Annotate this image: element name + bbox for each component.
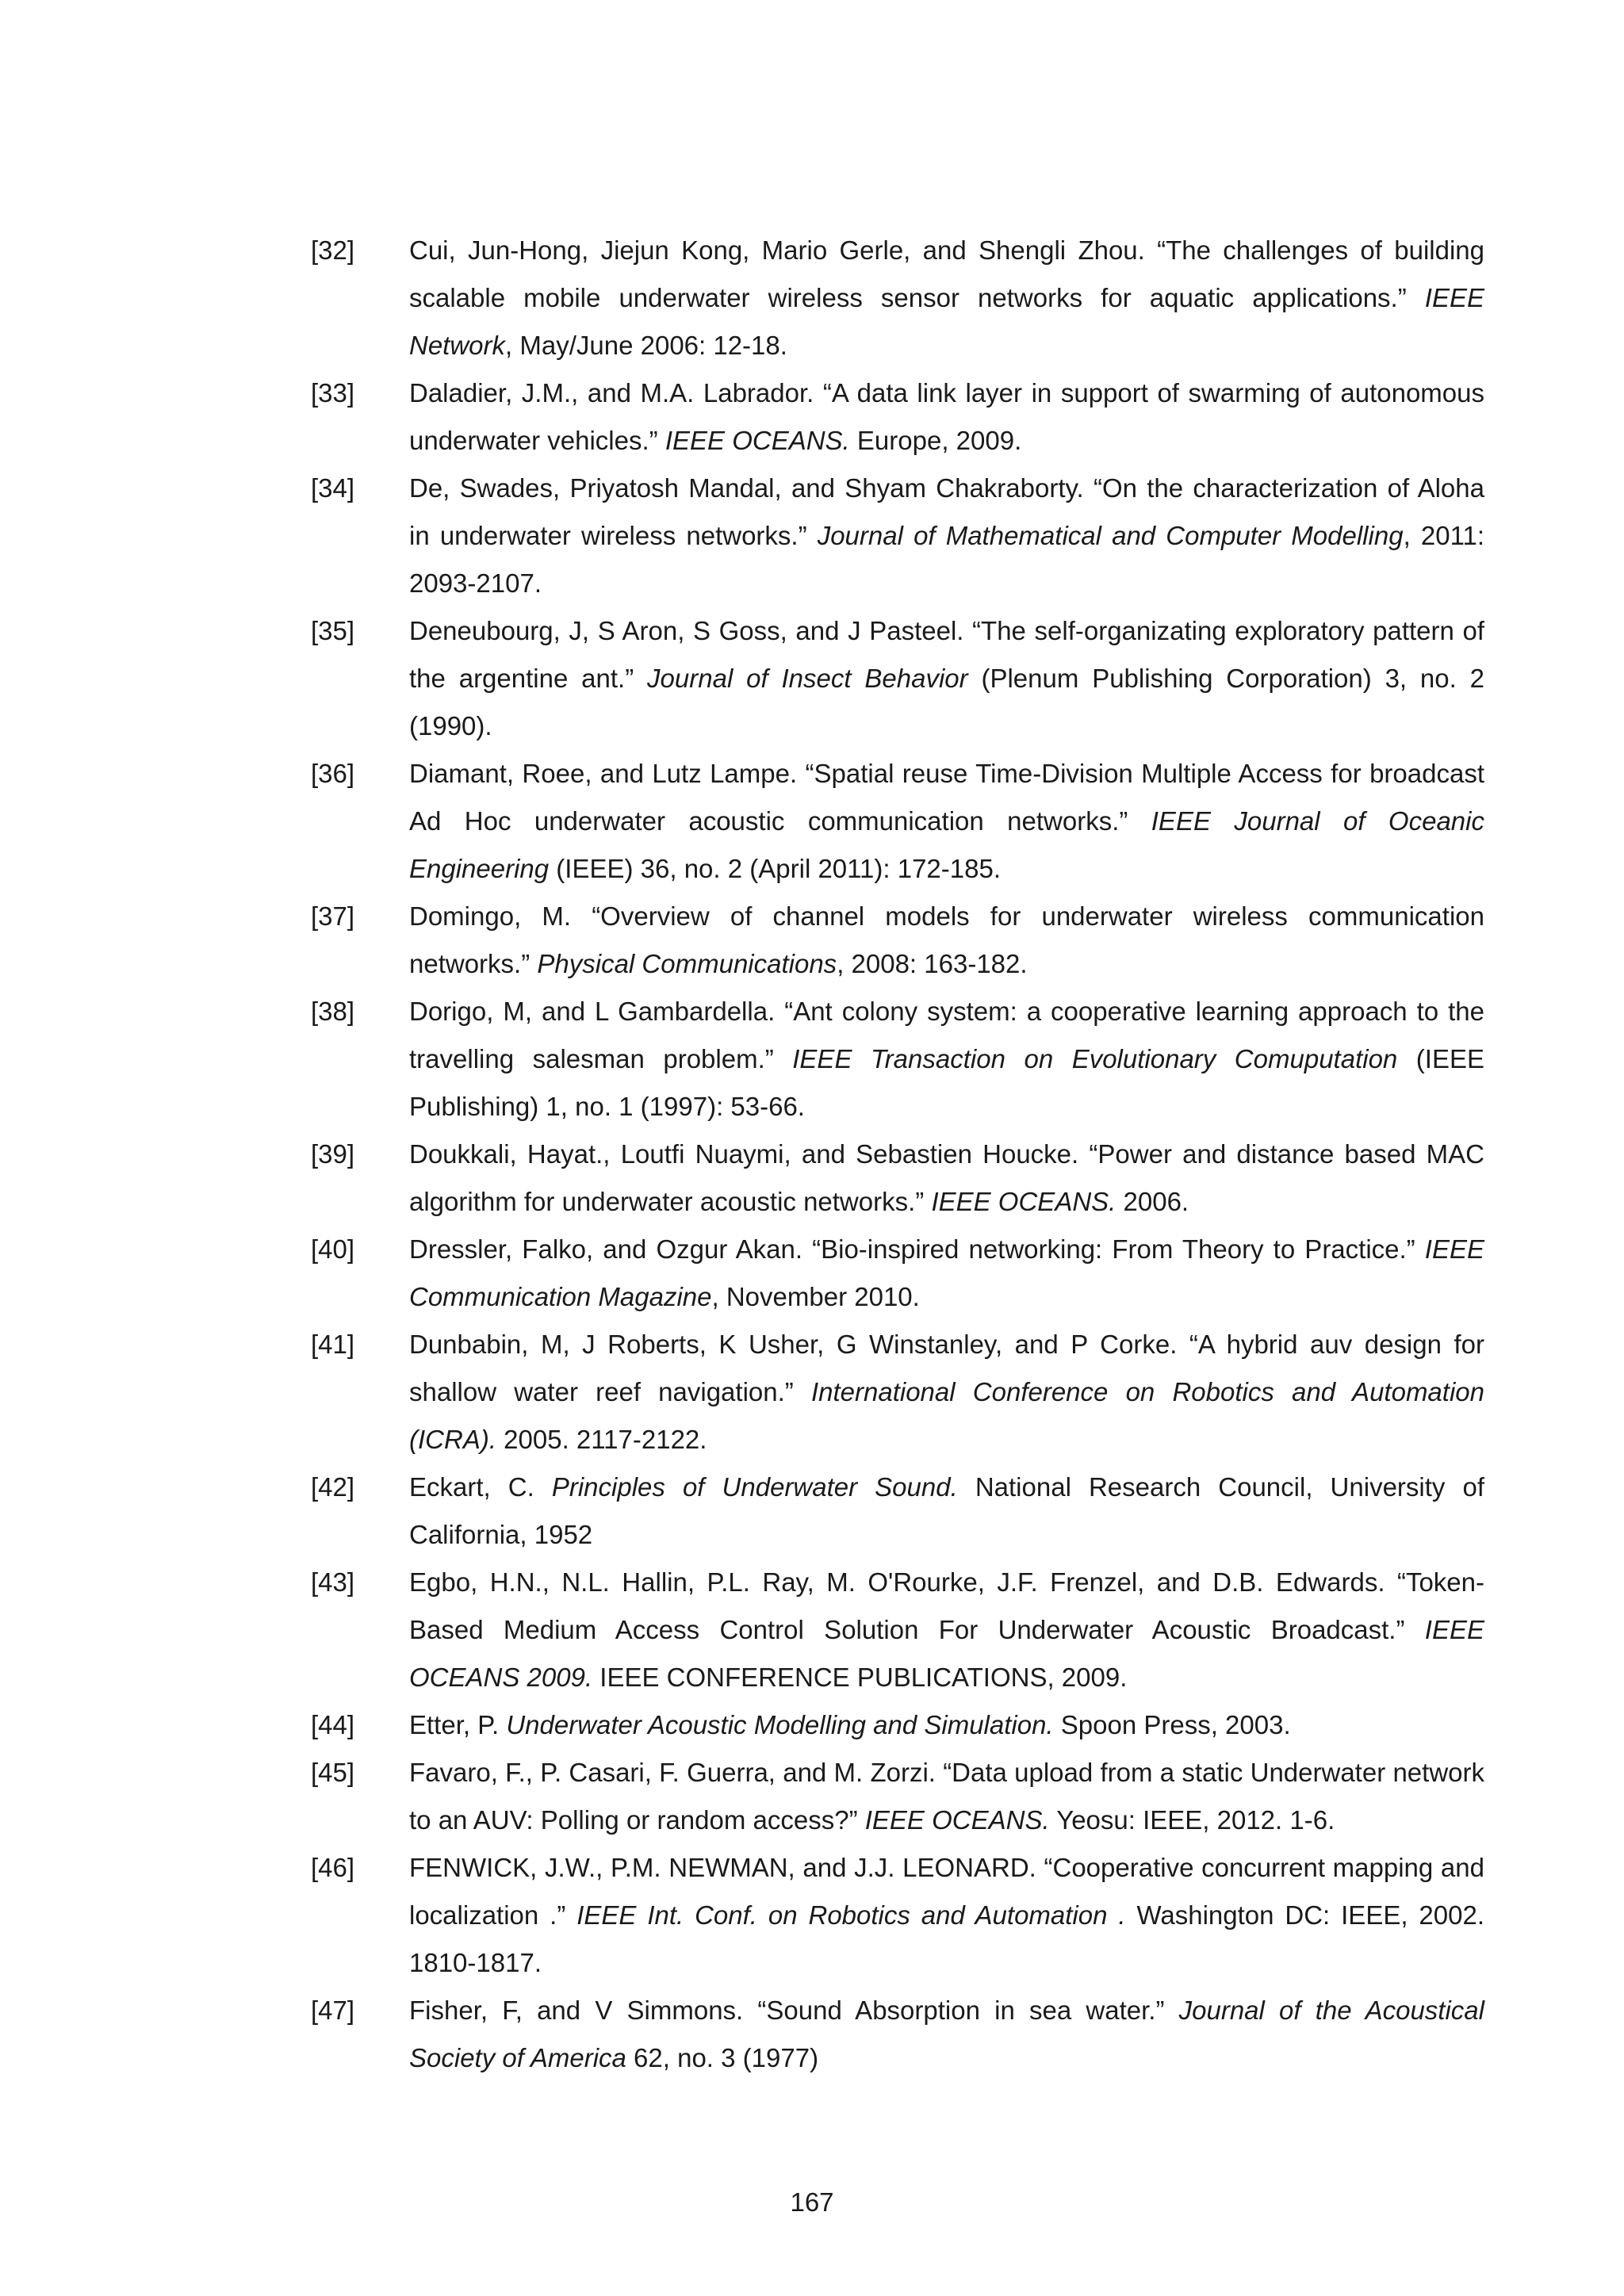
reference-text-segment: , November 2010.	[711, 1282, 920, 1311]
reference-text	[409, 1844, 1484, 1987]
reference-text	[409, 893, 1484, 988]
reference-number: [35]	[311, 616, 355, 645]
reference-text-segment: Washington DC: IEEE, 2002. 1810-1817.	[409, 1900, 1484, 1977]
reference-text-segment: Dorigo, M, and L Gambardella. “Ant colony system: a cooperative learning approach to the travelling salesman problem.”	[409, 997, 1484, 1073]
reference-text	[409, 369, 1484, 465]
reference-entry	[311, 1226, 1484, 1321]
reference-number: [32]	[311, 235, 355, 265]
reference-text	[409, 1559, 1484, 1701]
reference-text-segment: Doukkali, Hayat., Loutfi Nuaymi, and Sebastien Houcke. “Power and distance based MAC algorithm for underwater acoustic networks.”	[409, 1139, 1484, 1216]
reference-source-title: Journal of Insect Behavior	[647, 664, 968, 693]
reference-text-segment: Dunbabin, M, J Roberts, K Usher, G Winstanley, and P Corke. “A hybrid auv design for shallow water reef navigation.”	[409, 1330, 1484, 1406]
reference-number: [37]	[311, 901, 355, 931]
reference-entry	[311, 227, 1484, 369]
reference-source-title: IEEE OCEANS.	[931, 1187, 1116, 1216]
reference-entry	[311, 465, 1484, 607]
reference-entry	[311, 1844, 1484, 1987]
reference-text	[409, 1701, 1484, 1749]
reference-source-title: Physical Communications	[537, 949, 837, 978]
reference-number: [36]	[311, 759, 355, 788]
reference-number: [46]	[311, 1853, 355, 1882]
reference-number: [45]	[311, 1758, 355, 1787]
reference-text-segment: (IEEE) 36, no. 2 (April 2011): 172-185.	[549, 854, 1002, 883]
reference-text	[409, 1749, 1484, 1844]
reference-source-title: Principles of Underwater Sound.	[551, 1472, 958, 1502]
reference-entry	[311, 1559, 1484, 1701]
reference-number: [41]	[311, 1330, 355, 1359]
reference-text	[409, 1131, 1484, 1226]
reference-source-title: Journal of Mathematical and Computer Modelling	[817, 521, 1404, 550]
reference-entry	[311, 1749, 1484, 1844]
reference-number: [47]	[311, 1996, 355, 2025]
reference-source-title: Journal of the Acoustical Society of America	[409, 1996, 1484, 2072]
reference-source-title: Underwater Acoustic Modelling and Simulation.	[506, 1710, 1054, 1739]
reference-text	[409, 607, 1484, 750]
reference-source-title: IEEE Transaction on Evolutionary Comuputation	[792, 1044, 1398, 1073]
reference-entry	[311, 1321, 1484, 1464]
reference-text-segment: 62, no. 3 (1977)	[626, 2043, 819, 2072]
reference-source-title: IEEE OCEANS.	[864, 1805, 1050, 1835]
reference-text-segment: Deneubourg, J, S Aron, S Goss, and J Pasteel. “The self-organizating exploratory pattern of the argentine ant.”	[409, 616, 1484, 693]
reference-text-segment: Spoon Press, 2003.	[1053, 1710, 1291, 1739]
reference-entry	[311, 1987, 1484, 2082]
reference-text-segment: Europe, 2009.	[849, 426, 1022, 455]
reference-text-segment: Daladier, J.M., and M.A. Labrador. “A data link layer in support of swarming of autonomous underwater vehicles.”	[409, 378, 1484, 455]
reference-number: [40]	[311, 1234, 355, 1264]
reference-text-segment: Etter, P.	[409, 1710, 507, 1739]
reference-source-title: IEEE Network	[409, 283, 1484, 360]
page-number: 167	[790, 2187, 834, 2217]
reference-text-segment: (Plenum Publishing Corporation) 3, no. 2 (1990).	[409, 664, 1484, 740]
reference-text	[409, 1321, 1484, 1464]
reference-number: [33]	[311, 378, 355, 408]
reference-text-segment: De, Swades, Priyatosh Mandal, and Shyam Chakraborty. “On the characterization of Aloha in underwater wireless networks.”	[409, 473, 1484, 550]
reference-text-segment: Domingo, M. “Overview of channel models for underwater wireless communication networks.”	[409, 901, 1484, 978]
reference-text-segment: , 2008: 163-182.	[837, 949, 1028, 978]
reference-entry	[311, 1131, 1484, 1226]
reference-list	[311, 227, 1484, 2082]
reference-number: [44]	[311, 1710, 355, 1739]
reference-number: [43]	[311, 1567, 355, 1597]
reference-source-title: IEEE Communication Magazine	[409, 1234, 1484, 1311]
reference-entry	[311, 1464, 1484, 1559]
reference-entry	[311, 750, 1484, 893]
reference-source-title: IEEE OCEANS.	[665, 426, 850, 455]
reference-source-title: IEEE Int. Conf. on Robotics and Automation .	[576, 1900, 1126, 1930]
reference-text-segment: (IEEE Publishing) 1, no. 1 (1997): 53-66.	[409, 1044, 1484, 1121]
reference-source-title: International Conference on Robotics and Automation (ICRA).	[409, 1377, 1484, 1454]
reference-text-segment: IEEE CONFERENCE PUBLICATIONS, 2009.	[592, 1663, 1128, 1692]
reference-text	[409, 1464, 1484, 1559]
reference-entry	[311, 1701, 1484, 1749]
reference-text-segment: Eckart, C.	[409, 1472, 552, 1502]
reference-source-title: IEEE Journal of Oceanic Engineering	[409, 806, 1484, 883]
reference-source-title: IEEE OCEANS 2009.	[409, 1615, 1484, 1692]
reference-number: [38]	[311, 997, 355, 1026]
reference-number: [34]	[311, 473, 355, 503]
reference-entry	[311, 988, 1484, 1131]
reference-entry	[311, 893, 1484, 988]
reference-text	[409, 988, 1484, 1131]
reference-text-segment: Dressler, Falko, and Ozgur Akan. “Bio-inspired networking: From Theory to Practice.”	[409, 1234, 1425, 1264]
reference-text	[409, 1226, 1484, 1321]
reference-text-segment: Egbo, H.N., N.L. Hallin, P.L. Ray, M. O'Rourke, J.F. Frenzel, and D.B. Edwards. “Token-Based Medium Access Control Solution For Underwater Acoustic Broadcast.”	[409, 1567, 1484, 1644]
reference-entry	[311, 607, 1484, 750]
reference-text-segment: , May/June 2006: 12-18.	[505, 331, 787, 360]
reference-text	[409, 465, 1484, 607]
reference-number: [39]	[311, 1139, 355, 1169]
reference-text-segment: FENWICK, J.W., P.M. NEWMAN, and J.J. LEONARD. “Cooperative concurrent mapping and localization .”	[409, 1853, 1484, 1930]
reference-text-segment: Fisher, F, and V Simmons. “Sound Absorption in sea water.”	[409, 1996, 1179, 2025]
reference-text-segment: 2005. 2117-2122.	[496, 1425, 707, 1454]
reference-text-segment: Cui, Jun-Hong, Jiejun Kong, Mario Gerle, and Shengli Zhou. “The challenges of building scalable mobile underwater wireless sensor networks for aquatic applications.”	[409, 235, 1484, 312]
reference-text	[409, 750, 1484, 893]
reference-number: [42]	[311, 1472, 355, 1502]
reference-text-segment: National Research Council, University of California, 1952	[409, 1472, 1484, 1549]
reference-entry	[311, 369, 1484, 465]
reference-text-segment: Diamant, Roee, and Lutz Lampe. “Spatial reuse Time-Division Multiple Access for broadcast Ad Hoc underwater acoustic communication networks.”	[409, 759, 1484, 836]
reference-text	[409, 1987, 1484, 2082]
reference-text	[409, 227, 1484, 369]
reference-text-segment: Favaro, F., P. Casari, F. Guerra, and M. Zorzi. “Data upload from a static Underwater network to an AUV: Polling or random access?”	[409, 1758, 1484, 1835]
reference-text-segment: 2006.	[1116, 1187, 1189, 1216]
reference-text-segment: Yeosu: IEEE, 2012. 1-6.	[1049, 1805, 1335, 1835]
reference-text-segment: , 2011: 2093-2107.	[409, 521, 1484, 598]
